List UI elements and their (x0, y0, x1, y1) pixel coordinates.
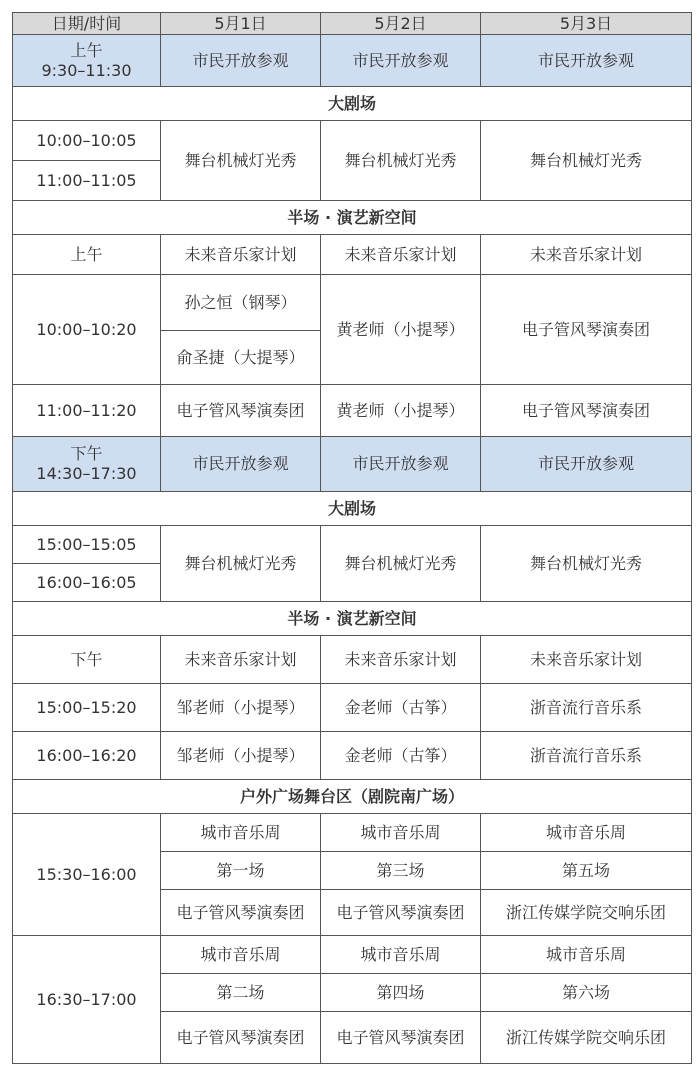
show-day-3: 舞台机械灯光秀 (481, 526, 692, 602)
section-title: 半场 · 演艺新空间 (13, 201, 692, 235)
performer-day-1: 邹老师（小提琴） (161, 732, 321, 780)
period-label: 上午 (13, 235, 161, 275)
time-cell: 11:00–11:20 (13, 385, 161, 437)
afternoon-time: 14:30–17:30 (36, 464, 137, 483)
performer-day-1: 俞圣捷（大提琴） (161, 331, 321, 385)
plaza-cell: 第一场 (161, 852, 321, 890)
plaza-cell: 电子管风琴演奏团 (321, 890, 481, 936)
section-plaza (13, 780, 692, 814)
show-day-3: 舞台机械灯光秀 (481, 121, 692, 201)
section-title: 户外广场舞台区（剧院南广场） (13, 780, 692, 814)
section-space-afternoon (13, 602, 692, 636)
plan-day-1: 未来音乐家计划 (161, 235, 321, 275)
header-day-3: 5月3日 (481, 13, 692, 35)
time-cell: 16:00–16:05 (13, 564, 161, 602)
section-space-morning (13, 201, 692, 235)
section-title: 大剧场 (13, 87, 692, 121)
morning-period-cell (13, 35, 161, 87)
morning-open-day-3: 市民开放参观 (481, 35, 692, 87)
time-cell: 10:00–10:20 (13, 275, 161, 385)
table-row (13, 636, 692, 684)
plaza-cell: 浙江传媒学院交响乐团 (481, 890, 692, 936)
plan-day-3: 未来音乐家计划 (481, 235, 692, 275)
afternoon-label: 下午 (70, 444, 103, 463)
plaza-cell: 第三场 (321, 852, 481, 890)
performer-day-2: 黄老师（小提琴） (321, 385, 481, 437)
plaza-cell: 浙江传媒学院交响乐团 (481, 1012, 692, 1064)
header-day-2: 5月2日 (321, 13, 481, 35)
plaza-cell: 城市音乐周 (161, 814, 321, 852)
plaza-cell: 第四场 (321, 974, 481, 1012)
time-cell: 16:00–16:20 (13, 732, 161, 780)
section-theater-afternoon (13, 492, 692, 526)
table-row (13, 526, 692, 564)
show-day-2: 舞台机械灯光秀 (321, 121, 481, 201)
table-row (13, 814, 692, 852)
table-row (13, 385, 692, 437)
time-cell: 15:00–15:20 (13, 684, 161, 732)
section-title: 半场 · 演艺新空间 (13, 602, 692, 636)
time-cell: 10:00–10:05 (13, 121, 161, 161)
performer-day-3: 电子管风琴演奏团 (481, 385, 692, 437)
afternoon-open-day-2: 市民开放参观 (321, 437, 481, 492)
time-cell: 16:30–17:00 (13, 936, 161, 1064)
plaza-cell: 城市音乐周 (321, 814, 481, 852)
morning-open-row (13, 35, 692, 87)
performer-day-1: 邹老师（小提琴） (161, 684, 321, 732)
plan-day-3: 未来音乐家计划 (481, 636, 692, 684)
time-cell: 11:00–11:05 (13, 161, 161, 201)
performer-day-1: 电子管风琴演奏团 (161, 385, 321, 437)
afternoon-open-day-1: 市民开放参观 (161, 437, 321, 492)
performer-day-2: 金老师（古筝） (321, 684, 481, 732)
plaza-cell: 电子管风琴演奏团 (161, 1012, 321, 1064)
plaza-cell: 第五场 (481, 852, 692, 890)
performer-day-3: 电子管风琴演奏团 (481, 275, 692, 385)
plan-day-2: 未来音乐家计划 (321, 636, 481, 684)
morning-open-day-1: 市民开放参观 (161, 35, 321, 87)
plaza-cell: 电子管风琴演奏团 (161, 890, 321, 936)
plaza-cell: 电子管风琴演奏团 (321, 1012, 481, 1064)
show-day-1: 舞台机械灯光秀 (161, 121, 321, 201)
afternoon-open-row (13, 437, 692, 492)
section-theater-morning (13, 87, 692, 121)
plaza-cell: 第二场 (161, 974, 321, 1012)
morning-open-day-2: 市民开放参观 (321, 35, 481, 87)
table-row (13, 121, 692, 161)
time-cell: 15:00–15:05 (13, 526, 161, 564)
schedule-table (12, 12, 692, 1064)
morning-label: 上午 (70, 40, 103, 60)
header-date-time: 日期/时间 (13, 13, 161, 35)
header-row (13, 13, 692, 35)
table-row (13, 684, 692, 732)
plan-day-1: 未来音乐家计划 (161, 636, 321, 684)
table-row (13, 732, 692, 780)
performer-day-1: 孙之恒（钢琴） (161, 275, 321, 331)
performer-day-3: 浙音流行音乐系 (481, 732, 692, 780)
plaza-cell: 城市音乐周 (321, 936, 481, 974)
plaza-cell: 城市音乐周 (481, 936, 692, 974)
header-day-1: 5月1日 (161, 13, 321, 35)
table-row (13, 275, 692, 331)
plaza-cell: 城市音乐周 (481, 814, 692, 852)
table-row (13, 936, 692, 974)
period-label: 下午 (13, 636, 161, 684)
show-day-2: 舞台机械灯光秀 (321, 526, 481, 602)
performer-day-2: 金老师（古筝） (321, 732, 481, 780)
plaza-cell: 城市音乐周 (161, 936, 321, 974)
table-row (13, 235, 692, 275)
morning-time: 9:30–11:30 (41, 60, 132, 80)
plan-day-2: 未来音乐家计划 (321, 235, 481, 275)
section-title: 大剧场 (13, 492, 692, 526)
show-day-1: 舞台机械灯光秀 (161, 526, 321, 602)
performer-day-3: 浙音流行音乐系 (481, 684, 692, 732)
afternoon-period-cell (13, 437, 161, 492)
plaza-cell: 第六场 (481, 974, 692, 1012)
time-cell: 15:30–16:00 (13, 814, 161, 936)
afternoon-open-day-3: 市民开放参观 (481, 437, 692, 492)
performer-day-2: 黄老师（小提琴） (321, 275, 481, 385)
